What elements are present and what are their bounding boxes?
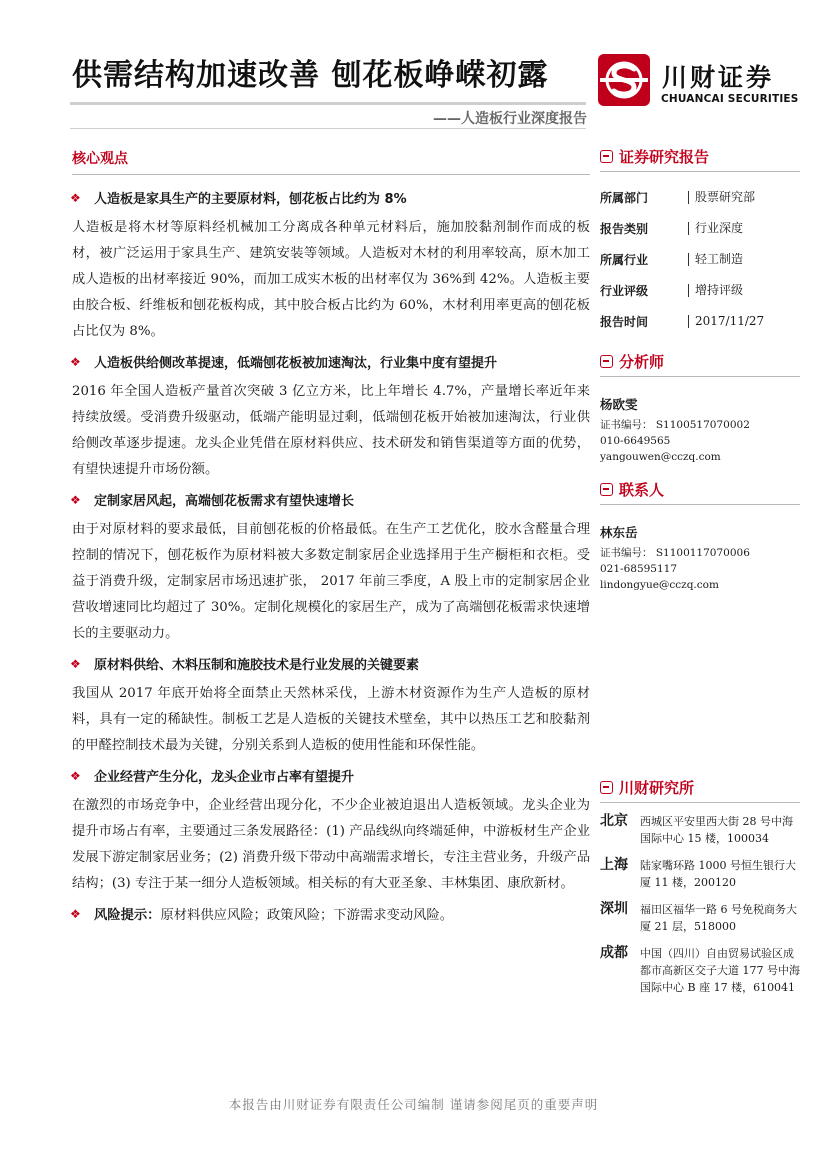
info-row-department: 所属部门 股票研究部 [600, 190, 756, 205]
analyst-heading: 分析师 [600, 351, 800, 377]
section-paragraph: 由于对原材料的要求最低，目前刨花板的价格最低。在生产工艺优化，胶水含醛量合理控制的情况下，刨花板作为原材料被大多数定制家居企业选择用于生产橱柜和衣柜。受益于消费升级，定制家居市场迅速扩张， 2017 年前三季度，A 股上市的定制家居企业营收增速同比均超过了 30%。定制化规模化的家居生产，成为了高端刨花板需求快速增长的主要驱动力。 [72, 522, 590, 641]
risk-text: 原材料供应风险；政策风险；下游需求变动风险。 [160, 908, 454, 923]
section-marker-icon [600, 781, 613, 794]
office-shanghai: 上海 陆家嘴环路 1000 号恒生银行大厦 11 楼，200120 [600, 857, 796, 889]
analyst-name: 杨欧雯 [600, 397, 638, 412]
contact-heading: 联系人 [600, 479, 800, 505]
info-row-date: 报告时间 2017/11/27 [600, 314, 765, 329]
section-4 [72, 654, 590, 759]
diamond-bullet-icon: ❖ [70, 906, 81, 921]
section-marker-icon [600, 483, 613, 496]
report-info-heading: 证券研究报告 [600, 146, 800, 172]
report-subtitle: ——人造板行业深度报告 [433, 111, 587, 127]
title-rule [70, 102, 586, 105]
analyst-phone: 010-6649565 [600, 435, 671, 447]
logo-name-cn: 川财证券 [662, 63, 775, 92]
logo-name-en: CHUANCAI SECURITIES [661, 93, 799, 105]
contact-cert: 证书编号： S1100117070006 [600, 547, 750, 559]
info-row-category: 报告类别 行业深度 [600, 221, 744, 236]
core-viewpoints [72, 148, 590, 923]
institute-heading: 川财研究所 [600, 777, 800, 803]
office-beijing: 北京 西城区平安里西大街 28 号中海国际中心 15 楼，100034 [600, 813, 793, 845]
contact-name: 林东岳 [600, 525, 638, 540]
report-title: 供需结构加速改善 刨花板峥嵘初露 [72, 58, 549, 93]
office-chengdu: 成都 中国（四川）自由贸易试验区成都市高新区交子大道 177 号中海国际中心 B 座 17 楼，610041 [600, 945, 800, 994]
section-heading: ❖ 定制家居风起，高端刨花板需求有望快速增长 [70, 492, 355, 509]
section-1 [72, 188, 590, 345]
section-5 [72, 766, 590, 897]
chuancai-logo-icon [598, 54, 650, 106]
sidebar [600, 146, 800, 1006]
info-row-rating: 行业评级 增持评级 [600, 283, 744, 298]
section-3 [72, 490, 590, 647]
section-paragraph: 2016 年全国人造板产量首次突破 3 亿立方米，比上年增长 4.7%，产量增长率近年来持续放缓。受消费升级驱动，低端产能明显过剩，低端刨花板开始被加速淘汰，行业供给侧改革逐步提速。龙头企业凭借在原材料供应、技术研发和销售渠道等方面的优势，有望快速提升市场份额。 [72, 384, 590, 477]
section-heading: ❖ 企业经营产生分化，龙头企业市占率有望提升 [70, 768, 355, 785]
diamond-bullet-icon: ❖ [70, 190, 81, 205]
contact-email[interactable]: lindongyue@cczq.com [600, 579, 719, 591]
diamond-bullet-icon: ❖ [70, 656, 81, 671]
risk-label: 风险提示： [94, 908, 161, 923]
section-heading: ❖ 原材料供给、木料压制和施胶技术是行业发展的关键要素 [70, 656, 420, 673]
diamond-bullet-icon: ❖ [70, 492, 81, 507]
section-heading: ❖ 人造板供给侧改革提速，低端刨花板被加速淘汰，行业集中度有望提升 [70, 354, 498, 371]
info-row-industry: 所属行业 轻工制造 [600, 252, 744, 267]
analyst-email[interactable]: yangouwen@cczq.com [600, 451, 721, 463]
risk-warning [72, 904, 590, 923]
core-heading: 核心观点 [72, 148, 590, 175]
page-footer: 本报告由川财证券有限责任公司编制 谨请参阅尾页的重要声明 [228, 1097, 599, 1112]
analyst-cert: 证书编号： S1100517070002 [600, 419, 750, 431]
diamond-bullet-icon: ❖ [70, 768, 81, 783]
section-heading: ❖ 人造板是家具生产的主要原材料，刨花板占比约为 8% [70, 190, 407, 207]
diamond-bullet-icon: ❖ [70, 354, 81, 369]
company-logo [598, 52, 798, 112]
section-marker-icon [600, 150, 613, 163]
section-paragraph: 在激烈的市场竞争中，企业经营出现分化，不少企业被迫退出人造板领域。龙头企业为提升市场占有率，主要通过三条发展路径：(1) 产品线纵向终端延伸，中游板材生产企业发展下游定制家居业务；(2) 消费升级下带动中高端需求增长，专注主营业务，升级产品结构；(3) 专注于某一细分人造板领域。相关标的有大亚圣象、丰林集团、康欣新材。 [72, 798, 590, 891]
section-marker-icon [600, 355, 613, 368]
section-paragraph: 人造板是将木材等原料经机械加工分离成各种单元材料后，施加胶黏剂制作而成的板材，被广泛运用于家具生产、建筑安装等领域。人造板对木材的利用率较高，原木加工成人造板的出材率接近 90%，而加工成实木板的出材率仅为 36%到 42%。人造板主要由胶合板、纤维板和刨花板构成，其中胶合板占比约为 60%，木材利用率更高的刨花板占比仅为 8%。 [72, 220, 590, 339]
subtitle-rule [70, 128, 586, 129]
section-2 [72, 352, 590, 483]
office-shenzhen: 深圳 福田区福华一路 6 号免税商务大厦 21 层，518000 [600, 901, 797, 933]
section-paragraph: 我国从 2017 年底开始将全面禁止天然林采伐，上游木材资源作为生产人造板的原材料，具有一定的稀缺性。制板工艺是人造板的关键技术壁垒，其中以热压工艺和胶黏剂的甲醛控制技术最为关键，分别关系到人造板的使用性能和环保性能。 [72, 686, 590, 753]
contact-phone: 021-68595117 [600, 563, 678, 575]
